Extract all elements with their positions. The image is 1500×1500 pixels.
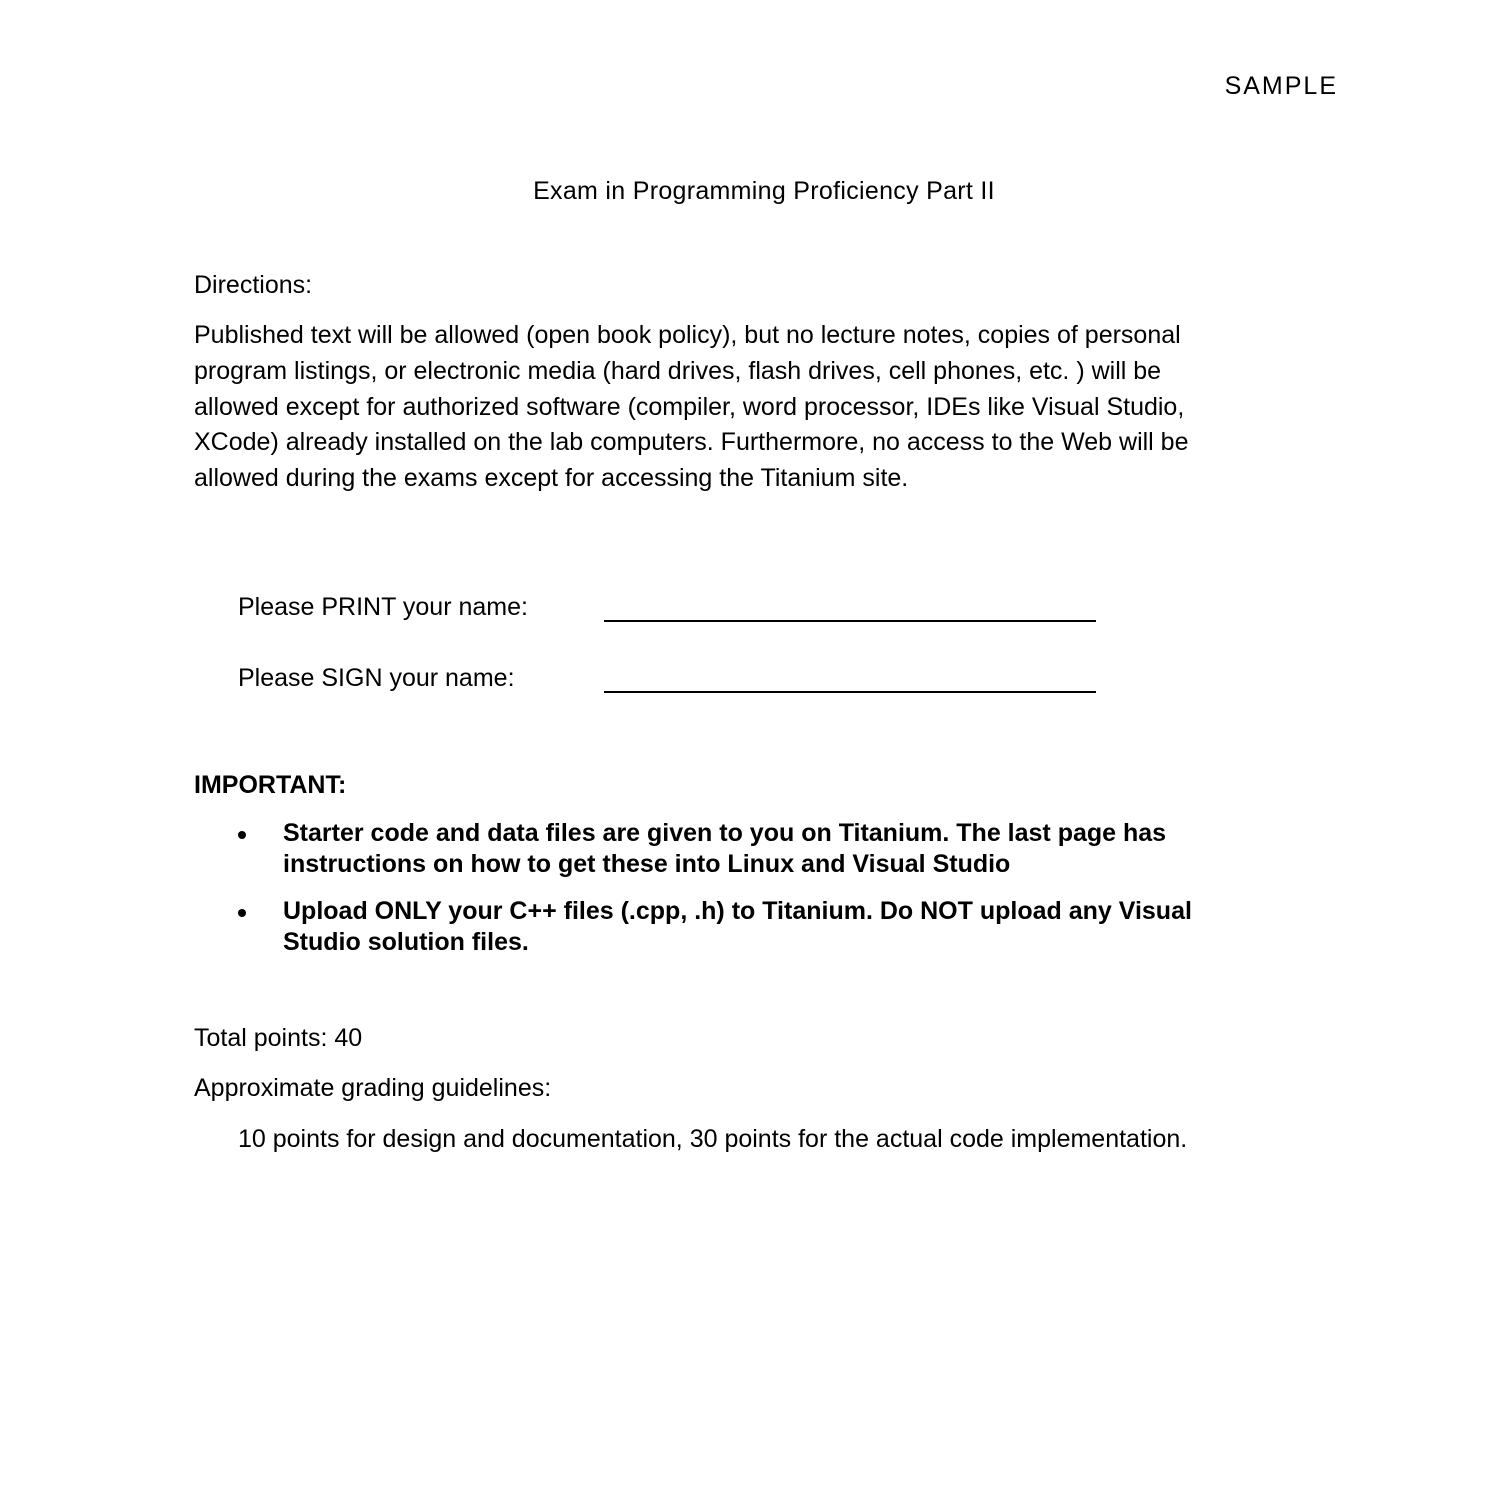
print-name-label: Please PRINT your name:: [238, 593, 528, 621]
bullet-line: Studio solution files.: [283, 928, 529, 956]
directions-line: program listings, or electronic media (hard drives, flash drives, cell phones, etc. ) will be: [194, 356, 1162, 385]
bullet-line: Upload ONLY your C++ files (.cpp, .h) to Titanium. Do NOT upload any Visual: [283, 897, 1192, 925]
sign-name-label: Please SIGN your name:: [238, 664, 515, 692]
grading-guideline-text: 10 points for design and documentation, 30 points for the actual code implementation.: [238, 1125, 1188, 1153]
important-list: [238, 818, 1298, 974]
page-title: Exam in Programming Proficiency Part II: [533, 177, 995, 205]
grading-guidelines-label: Approximate grading guidelines:: [194, 1074, 552, 1102]
bullet-line: Starter code and data files are given to you on Titanium. The last page has: [283, 819, 1167, 847]
bullet-icon: [238, 909, 246, 917]
list-item: [238, 896, 1298, 958]
important-heading: IMPORTANT:: [194, 771, 347, 799]
print-name-blank[interactable]: [604, 620, 1096, 622]
bullet-line: instructions on how to get these into Linux and Visual Studio: [283, 850, 1011, 878]
directions-line: Published text will be allowed (open book policy), but no lecture notes, copies of personal: [194, 321, 1181, 349]
directions-label: Directions:: [194, 271, 313, 299]
directions-line: allowed except for authorized software (compiler, word processor, IDEs like Visual Studio,: [194, 392, 1185, 421]
sample-watermark: SAMPLE: [1224, 72, 1338, 100]
sign-name-blank[interactable]: [604, 691, 1096, 693]
bullet-icon: [238, 831, 246, 839]
directions-paragraph: [194, 318, 1294, 497]
total-points: Total points: 40: [194, 1024, 363, 1052]
list-item: [238, 818, 1298, 880]
directions-line: XCode) already installed on the lab computers. Furthermore, no access to the Web will be: [194, 428, 1189, 457]
directions-line: allowed during the exams except for accessing the Titanium site.: [194, 464, 909, 493]
